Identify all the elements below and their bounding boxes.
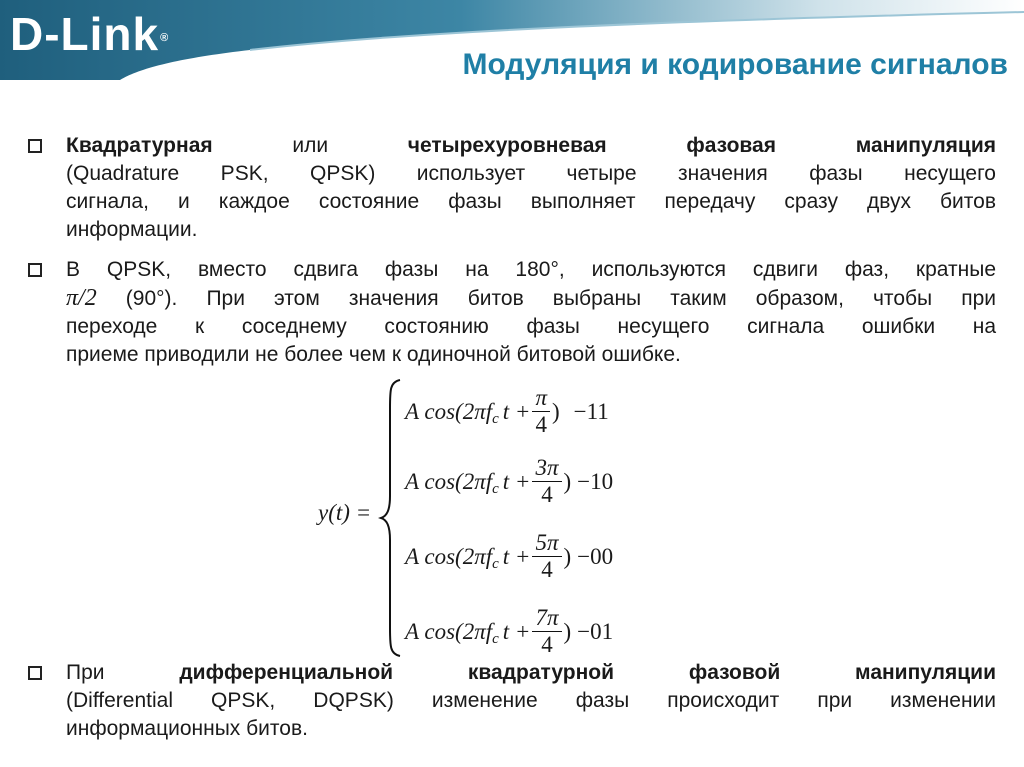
text-run: информации. <box>66 218 198 241</box>
eq-prefix: A cos(2πf <box>405 543 493 569</box>
eq-bits: −10 <box>577 468 614 494</box>
curly-brace <box>378 378 404 658</box>
bold-term: Квадратурная <box>66 134 213 157</box>
text-run: (Quadrature PSK, QPSK) использует четыре значения фазы несущего <box>66 162 996 185</box>
text-run: В QPSK, вместо сдвига фазы на 180°, используются сдвиги фаз, кратные <box>66 258 996 281</box>
paragraph-line <box>66 313 996 341</box>
eq-numerator: 7π <box>535 605 559 630</box>
equation-case-row <box>405 530 613 583</box>
d-link-logo <box>10 6 168 62</box>
text-run: сигнала, и каждое состояние фазы выполняет передачу сразу двух битов <box>66 190 996 213</box>
bold-term: дифференциальной квадратурной фазовой манипуляции <box>179 661 996 684</box>
eq-denominator: 4 <box>541 482 553 507</box>
eq-denominator: 4 <box>535 412 547 437</box>
paragraph-line <box>66 687 996 715</box>
equation-case-row <box>405 385 609 438</box>
bullet-paragraph-qpsk-definition <box>66 132 996 244</box>
text-run: приеме приводили не более чем к одиночной битовой ошибке. <box>66 343 681 366</box>
bold-term: четырехуровневая фазовая манипуляция <box>407 134 996 157</box>
bullet-paragraph-phase-shift <box>66 256 996 369</box>
eq-subscript: c <box>492 411 499 427</box>
eq-prefix: A cos(2πf <box>405 618 493 644</box>
bullet-square-icon <box>28 263 42 277</box>
eq-denominator: 4 <box>541 632 553 657</box>
equation-case-row <box>405 455 613 508</box>
equation-case-row <box>405 605 613 658</box>
eq-mid: t + <box>502 468 531 494</box>
eq-bits: −11 <box>573 398 609 424</box>
eq-mid: t + <box>502 543 531 569</box>
slide-title: Модуляция и кодирование сигналов <box>462 48 1008 81</box>
text-run: (Differential QPSK, DQPSK) изменение фазы происходит при изменении <box>66 689 996 712</box>
paragraph-line <box>66 216 996 244</box>
eq-fraction <box>532 455 561 508</box>
logo-text: D-Link <box>10 8 160 60</box>
paragraph-line <box>66 659 996 687</box>
eq-prefix: A cos(2πf <box>405 468 493 494</box>
eq-bits: −01 <box>577 618 614 644</box>
eq-suffix: ) <box>563 543 572 569</box>
eq-mid: t + <box>502 398 531 424</box>
eq-fraction <box>532 605 561 658</box>
bullet-square-icon <box>28 139 42 153</box>
text-run: При <box>66 661 180 684</box>
paragraph-line <box>66 132 996 160</box>
bullet-paragraph-dqpsk <box>66 659 996 743</box>
eq-suffix: ) <box>552 398 560 424</box>
equation-lhs-text: y(t) = <box>318 500 372 525</box>
eq-prefix: A cos(2πf <box>405 398 493 424</box>
paragraph-line <box>66 341 996 369</box>
eq-fraction <box>532 530 561 583</box>
eq-subscript: c <box>492 556 499 572</box>
paragraph-line <box>66 188 996 216</box>
bullet-square-icon <box>28 666 42 680</box>
paragraph-line <box>66 284 996 313</box>
eq-numerator: 3π <box>535 455 559 480</box>
text-run: информационных битов. <box>66 717 308 740</box>
eq-bits: −00 <box>577 543 614 569</box>
eq-fraction <box>532 385 550 438</box>
eq-numerator: 5π <box>535 530 559 555</box>
eq-subscript: c <box>492 631 499 647</box>
eq-mid: t + <box>502 618 531 644</box>
eq-numerator: π <box>535 385 547 410</box>
math-fraction-pi-over-2: π/2 <box>66 285 97 311</box>
paragraph-line <box>66 715 996 743</box>
text-run: или <box>212 134 408 157</box>
eq-denominator: 4 <box>541 557 553 582</box>
paragraph-line <box>66 160 996 188</box>
eq-subscript: c <box>492 481 499 497</box>
text-run: переходе к соседнему состоянию фазы несущего сигнала ошибки на <box>66 315 996 338</box>
text-run: (90°). При этом значения битов выбраны таким образом, чтобы при <box>96 287 996 310</box>
eq-suffix: ) <box>563 468 572 494</box>
logo-registered-mark: ® <box>160 32 170 44</box>
eq-suffix: ) <box>563 618 572 644</box>
paragraph-line <box>66 256 996 284</box>
equation-lhs <box>318 500 371 526</box>
